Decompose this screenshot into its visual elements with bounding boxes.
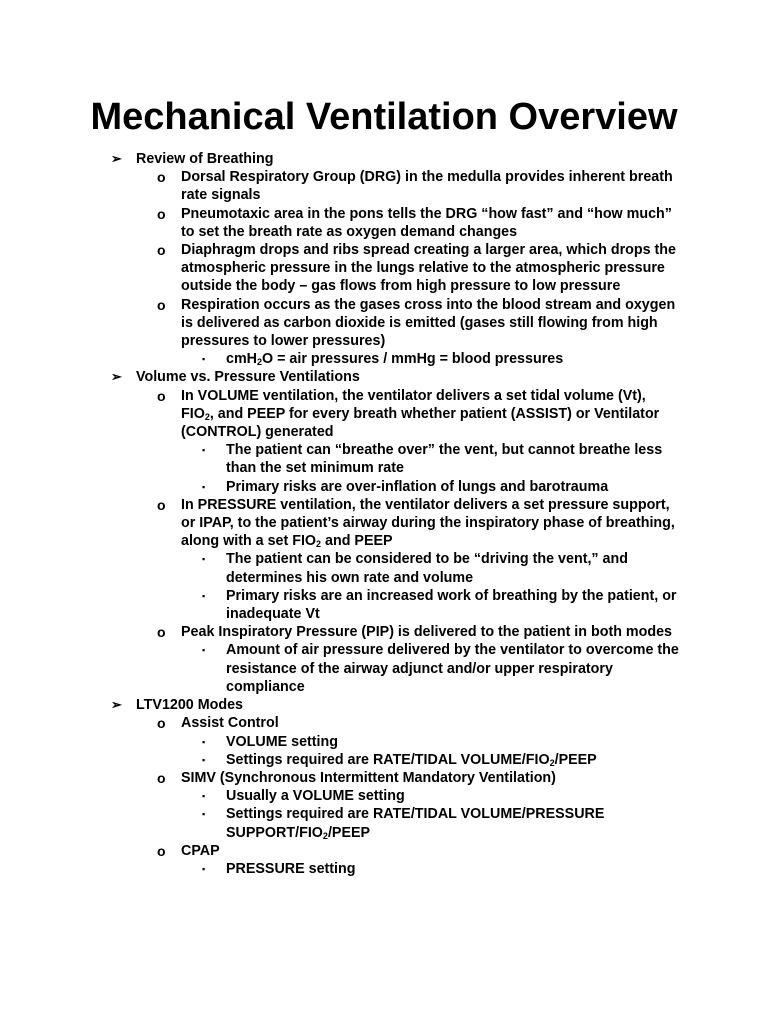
outline-item-text: cmH$_2$O = air pressures / mmHg = blood pressures [226, 351, 564, 368]
outline-item-text: SIMV (Synchronous Intermittent Mandatory Ventilation) [181, 769, 556, 786]
outline-item-text: Volume vs. Pressure Ventilations [136, 369, 360, 386]
square-bullet-icon: ▪ [202, 754, 206, 765]
outline-item-level-3 [0, 350, 681, 368]
outline-item-text: PRESSURE setting [226, 860, 356, 877]
outline-item-text: Dorsal Respiratory Group (DRG) in the medulla provides inherent breath rate signals [181, 169, 673, 204]
outline-item-level-2 [0, 623, 681, 641]
circle-bullet-icon: o [157, 842, 166, 859]
outline-item-text: Assist Control [181, 715, 279, 732]
outline-item-text: In VOLUME ventilation, the ventilator delivers a set tidal volume (Vt), $FIO_2$, and PEEP for every breath whether patient (ASSIST) or Ventilator (CONTROL) generated [181, 387, 660, 441]
outline-item-level-2 [0, 769, 681, 787]
page-title: Mechanical Ventilation Overview [90, 96, 678, 138]
outline-item-text: Pneumotaxic area in the pons tells the DRG “how fast” and “how much” to set the breath rate as oxygen demand changes [181, 205, 672, 240]
outline-item-text: The patient can be considered to be “driving the vent,” and determines his own rate and volume [226, 551, 628, 586]
outline-item-level-1 [0, 696, 768, 714]
outline-item-level-3 [0, 805, 681, 841]
outline-item-level-3 [0, 787, 681, 805]
circle-bullet-icon: o [157, 296, 166, 313]
outline-item-text: Diaphragm drops and ribs spread creating a larger area, which drops the atmospheric pressure in the lungs relative to the atmospheric pressure outside the body – gas flows from high pressure to low pressure [181, 242, 676, 295]
square-bullet-icon: ▪ [202, 809, 206, 820]
outline-item-text: The patient can “breathe over” the vent, but cannot breathe less than the set minimum rate [226, 442, 663, 477]
circle-bullet-icon: o [157, 496, 166, 513]
outline-item-text: LTV1200 Modes [136, 697, 243, 714]
circle-bullet-icon: o [157, 242, 166, 259]
outline-item-level-3 [0, 550, 681, 586]
outline-item-level-3 [0, 641, 681, 696]
circle-bullet-icon: o [157, 205, 166, 222]
outline-item-text: VOLUME setting [226, 733, 338, 750]
outline-item-text: Primary risks are over-inflation of lungs and barotrauma [226, 478, 609, 495]
arrow-bullet-icon: ➢ [111, 151, 122, 166]
arrow-bullet-icon: ➢ [111, 369, 122, 385]
outline-item-text: Amount of air pressure delivered by the ventilator to overcome the resistance of the airway adjunct and/or upper respiratory compliance [226, 642, 679, 695]
outline-item-level-2 [0, 387, 681, 442]
square-bullet-icon: ▪ [202, 354, 206, 365]
outline-item-text: Primary risks are an increased work of breathing by the patient, or inadequate Vt [226, 587, 677, 623]
square-bullet-icon: ▪ [202, 590, 206, 601]
outline-item-text: Peak Inspiratory Pressure (PIP) is delivered to the patient in both modes [181, 624, 672, 641]
outline-item-text: Settings required are RATE/TIDAL VOLUME/PRESSURE SUPPORT/$FIO_2$/PEEP [226, 806, 605, 841]
outline-item-level-3 [0, 751, 681, 769]
square-bullet-icon: ▪ [202, 863, 206, 874]
arrow-bullet-icon: ➢ [111, 697, 122, 713]
circle-bullet-icon: o [157, 387, 166, 404]
outline-item-text: Usually a VOLUME setting [226, 788, 405, 805]
outline-item-level-3 [0, 441, 681, 477]
outline-item-text: CPAP [181, 842, 220, 859]
outline-item-level-1 [0, 368, 768, 386]
outline-item-level-2 [0, 714, 681, 732]
outline-item-level-3 [0, 733, 681, 751]
outline-item-text: In PRESSURE ventilation, the ventilator delivers a set pressure support, or IPAP, to the patient’s airway during the inspiratory phase of breathing, along with a set $FIO_2$ and PEEP [181, 496, 675, 550]
outline-item-level-3 [0, 860, 681, 878]
outline-item-level-2 [0, 241, 681, 296]
circle-bullet-icon: o [157, 769, 166, 786]
bullet-outline [0, 150, 768, 878]
outline-item-level-2 [0, 168, 681, 204]
outline-item-level-2 [0, 842, 681, 860]
square-bullet-icon: ▪ [202, 791, 206, 802]
outline-item-level-3 [0, 587, 681, 623]
outline-item-text: Review of Breathing [136, 151, 274, 167]
circle-bullet-icon: o [157, 169, 166, 186]
square-bullet-icon: ▪ [202, 736, 206, 747]
outline-item-level-2 [0, 496, 681, 551]
outline-item-text: Settings required are RATE/TIDAL VOLUME/$FIO_2$/PEEP [226, 751, 597, 768]
outline-item-level-2 [0, 296, 681, 351]
outline-item-level-1 [0, 150, 768, 168]
circle-bullet-icon: o [157, 715, 166, 732]
square-bullet-icon: ▪ [202, 645, 206, 656]
square-bullet-icon: ▪ [202, 554, 206, 565]
circle-bullet-icon: o [157, 624, 166, 641]
outline-item-level-2 [0, 205, 681, 241]
outline-item-level-3 [0, 478, 681, 496]
square-bullet-icon: ▪ [202, 481, 206, 492]
square-bullet-icon: ▪ [202, 445, 206, 456]
outline-item-text: Respiration occurs as the gases cross into the blood stream and oxygen is delivered as carbon dioxide is emitted (gases still flowing from high pressures to lower pressures) [181, 296, 676, 350]
